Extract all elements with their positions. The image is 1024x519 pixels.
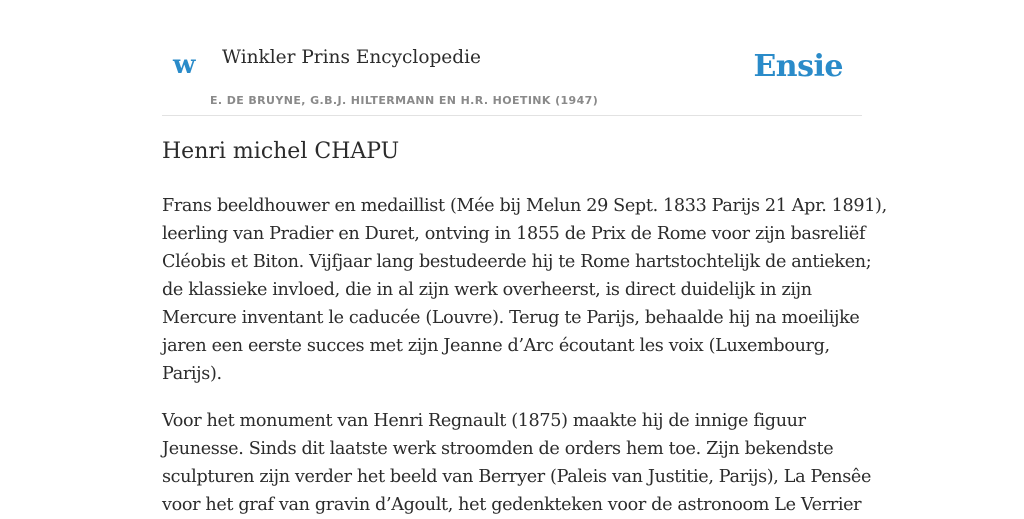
paragraph-line: jaren een eerste succes met zijn Jeanne d’Arc écoutant les voix (Luxembourg, [162, 336, 830, 356]
paragraph-line: Cléobis et Biton. Vijfjaar lang bestudeerde hij te Rome hartstochtelijk de antieken; [162, 252, 872, 272]
paragraph-line: sculpturen zijn verder het beeld van Berryer (Paleis van Justitie, Parijs), La Pensêe [162, 467, 872, 487]
page-container [162, 0, 887, 515]
paragraph-line: Frans beeldhouwer en medaillist (Mée bij Melun 29 Sept. 1833 Parijs 21 Apr. 1891), [162, 196, 887, 216]
ensie-logo-link[interactable]: Ensie [753, 49, 843, 84]
paragraph-line: Mercure inventant le caducée (Louvre). Terug te Parijs, behaalde hij na moeilijke [162, 308, 860, 328]
source-title[interactable]: Winkler Prins Encyclopedie [222, 47, 481, 68]
paragraph-line: leerling van Pradier en Duret, ontving in 1855 de Prix de Rome voor zijn basreliëf [162, 224, 866, 244]
article-paragraph-2 [162, 407, 872, 519]
paragraph-line: Voor het monument van Henri Regnault (1875) maakte hij de innige figuur [162, 411, 806, 431]
winkler-prins-logo-icon[interactable]: w [173, 50, 196, 80]
article-paragraph-1 [162, 192, 887, 388]
paragraph-line: Jeunesse. Sinds dit laatste werk stroomden de orders hem toe. Zijn bekendste [162, 439, 834, 459]
source-authors: E. DE BRUYNE, G.B.J. HILTERMANN EN H.R. HOETINK (1947) [210, 94, 599, 107]
paragraph-line: de klassieke invloed, die in al zijn werk overheerst, is direct duidelijk in zijn [162, 280, 812, 300]
paragraph-line: Parijs). [162, 364, 222, 384]
paragraph-line: voor het graf van gravin d’Agoult, het gedenkteken voor de astronoom Le Verrier [162, 495, 862, 515]
article-title: Henri michel CHAPU [162, 139, 400, 164]
site-header [162, 0, 862, 116]
